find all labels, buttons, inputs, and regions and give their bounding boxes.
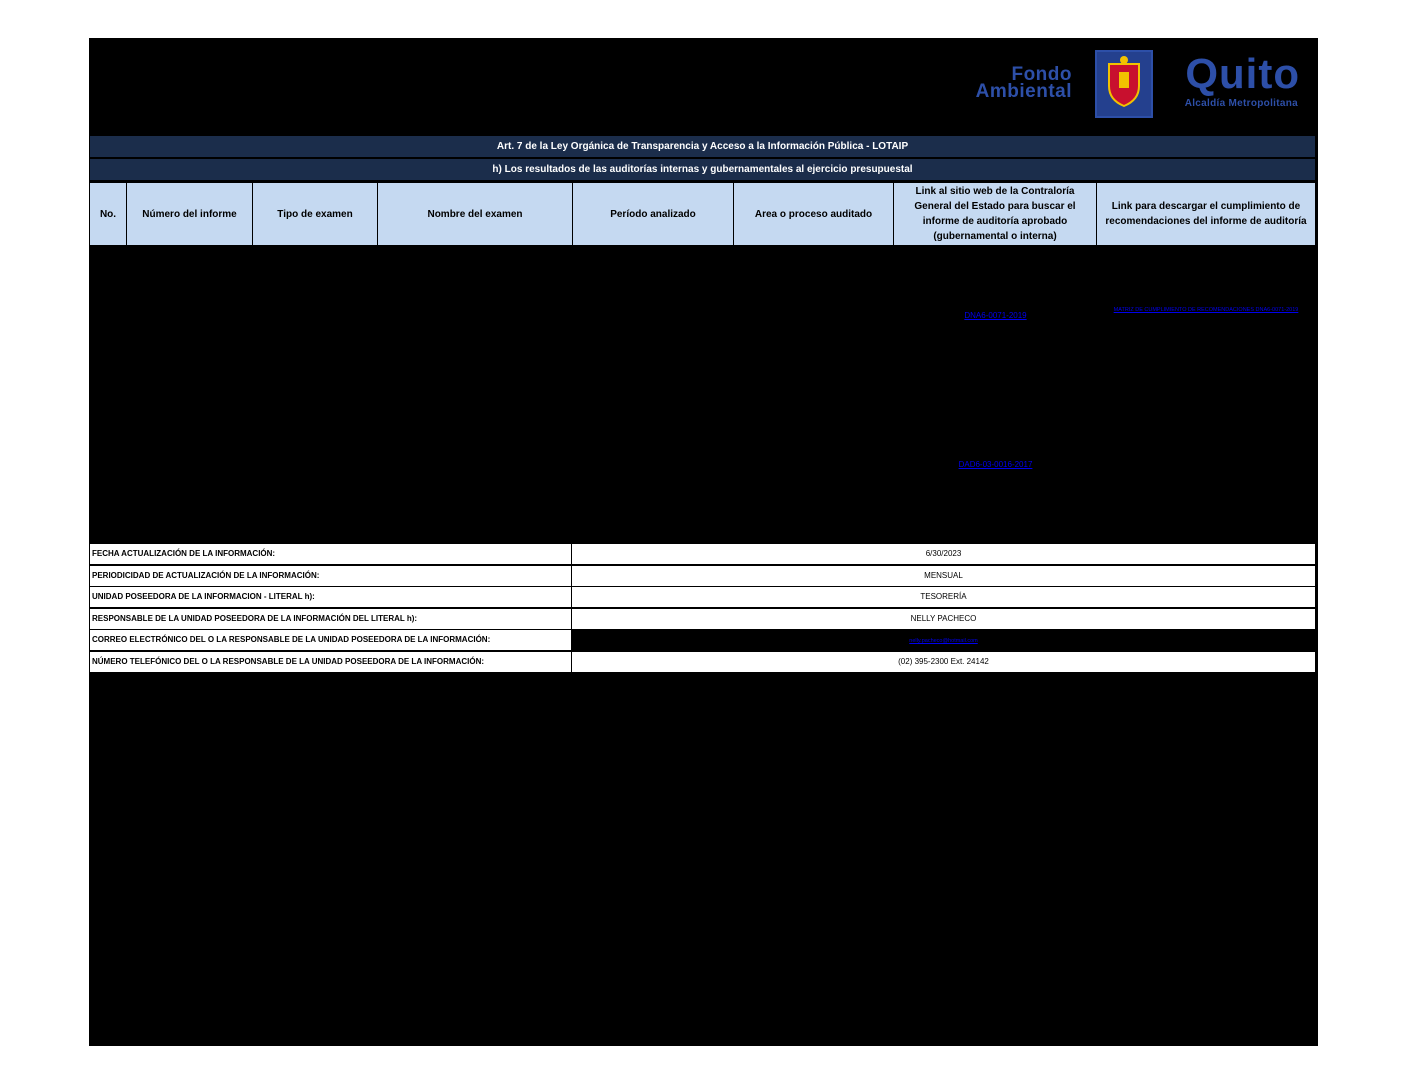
email-link[interactable]: nelly.pacheco@hotmail.com	[909, 638, 978, 644]
quito-crest-icon	[1095, 50, 1153, 118]
document-page	[89, 38, 1318, 1046]
info-label: CORREO ELECTRÓNICO DEL O LA RESPONSABLE DE LA UNIDAD POSEEDORA DE LA INFORMACIÓN:	[90, 630, 572, 650]
table-header-row	[90, 183, 1315, 245]
column-header-no: No.	[90, 183, 127, 245]
info-label: RESPONSABLE DE LA UNIDAD POSEEDORA DE LA INFORMACIÓN DEL LITERAL h):	[90, 609, 572, 629]
info-value: TESORERÍA	[572, 587, 1315, 607]
info-row-periodicidad	[90, 566, 1315, 586]
link-informe-2[interactable]: DAD6-03-0016-2017	[958, 460, 1033, 469]
info-value: (02) 395-2300 Ext. 24142	[572, 652, 1315, 672]
column-header-periodo: Período analizado	[573, 183, 734, 245]
info-row-fecha	[90, 544, 1315, 564]
logo-text-fondo: Fondo	[1011, 64, 1072, 85]
column-header-link-cumplimiento: Link para descargar el cumplimiento de recomendaciones del informe de auditoría	[1097, 183, 1315, 245]
info-label: PERIODICIDAD DE ACTUALIZACIÓN DE LA INFORMACIÓN:	[90, 566, 572, 586]
info-label: NÚMERO TELEFÓNICO DEL O LA RESPONSABLE DE LA UNIDAD POSEEDORA DE LA INFORMACIÓN:	[90, 652, 572, 672]
column-header-numero-informe: Número del informe	[127, 183, 253, 245]
info-value: MENSUAL	[572, 566, 1315, 586]
column-header-nombre-examen: Nombre del examen	[378, 183, 573, 245]
link-cumplimiento-1[interactable]: MATRIZ DE CUMPLIMIENTO DE RECOMENDACIONES DNA6-0071-2019	[1113, 307, 1299, 313]
column-header-area: Area o proceso auditado	[734, 183, 894, 245]
alcaldia-subtitle: Alcaldía Metropolitana	[1184, 98, 1298, 109]
info-row-correo	[90, 630, 1315, 650]
info-value-email-cell	[572, 630, 1315, 650]
column-header-link-contraloria: Link al sitio web de la Contraloría General del Estado para buscar el informe de auditoría aprobado (gubernamental o interna)	[894, 183, 1097, 245]
info-row-responsable	[90, 609, 1315, 629]
info-label: FECHA ACTUALIZACIÓN DE LA INFORMACIÓN:	[90, 544, 572, 564]
logo-block	[948, 48, 1308, 118]
logo-text-ambiental: Ambiental	[975, 81, 1072, 102]
info-value: 6/30/2023	[572, 544, 1315, 564]
quito-logo-text: Quito	[1185, 50, 1300, 97]
section-subtitle: h) Los resultados de las auditorías internas y gubernamentales al ejercicio presupuestal	[90, 159, 1315, 180]
column-header-tipo-examen: Tipo de examen	[253, 183, 378, 245]
info-row-telefono	[90, 652, 1315, 672]
fondo-ambiental-logo	[976, 66, 1072, 100]
info-label: UNIDAD POSEEDORA DE LA INFORMACION - LITERAL h):	[90, 587, 572, 607]
info-row-unidad	[90, 587, 1315, 607]
page-title: Art. 7 de la Ley Orgánica de Transparencia y Acceso a la Información Pública - LOTAIP	[90, 136, 1315, 157]
link-informe-1[interactable]: DNA6-0071-2019	[964, 311, 1027, 320]
info-value: NELLY PACHECO	[572, 609, 1315, 629]
